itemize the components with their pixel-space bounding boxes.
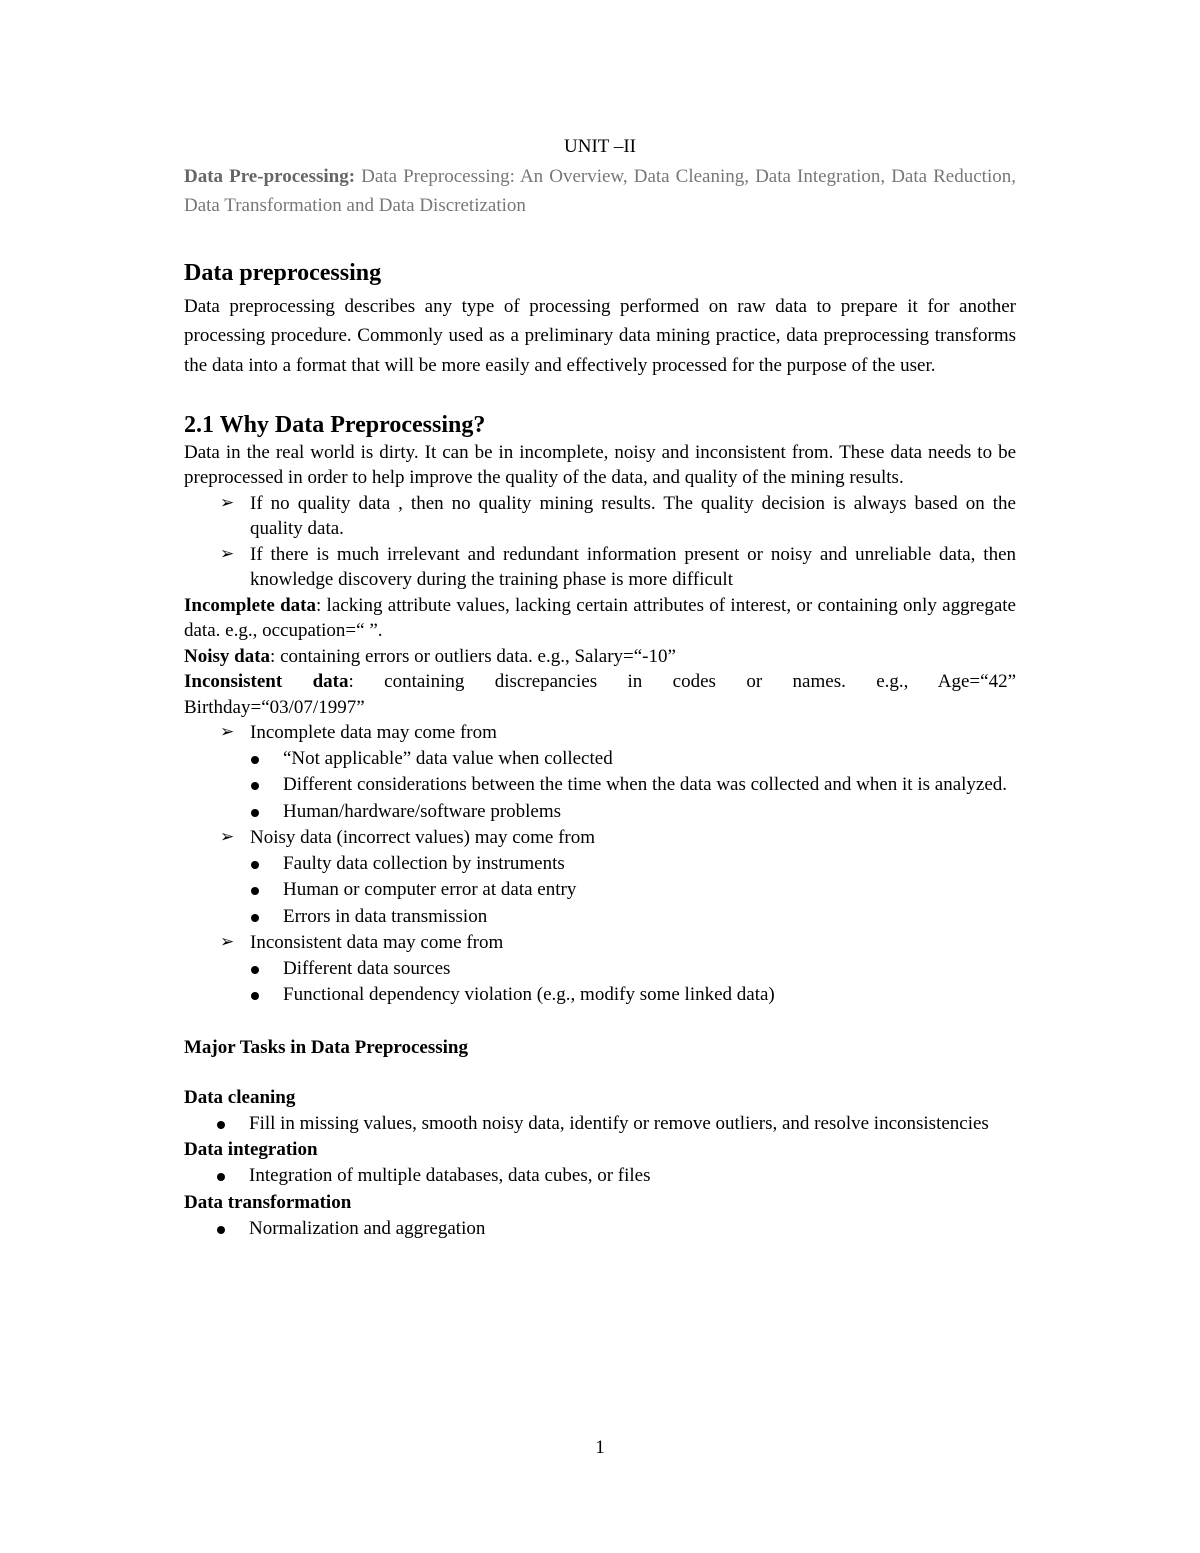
list-item-text: Normalization and aggregation	[249, 1217, 486, 1239]
list-item-text: Inconsistent data may come from	[250, 932, 504, 954]
bullet-dot-icon	[251, 992, 259, 1000]
list-item	[216, 1216, 1016, 1243]
definition-text: : containing discrepancies in codes or names. e.g., Age=“42”	[348, 671, 1016, 693]
list-item-text: “Not applicable” data value when collected	[283, 747, 613, 769]
page-number: 1	[595, 1437, 605, 1458]
definition-incomplete-data	[184, 593, 1016, 644]
list-item	[250, 877, 1016, 904]
list-item	[250, 799, 1016, 826]
definition-inconsistent-data-continued: Birthday=“03/07/1997”	[184, 696, 365, 718]
section-paragraph-data-preprocessing: Data preprocessing describes any type of processing performed on raw data to prepare it for another processing procedure. Commonly used as a preliminary data mining practice, data preprocessing transforms the data into a format that will be more easily and effectively processed for the purpose of the user.	[184, 296, 1016, 376]
unit-title: UNIT –II	[564, 136, 636, 157]
task-list-data-transformation	[184, 1216, 1016, 1243]
list-item	[220, 720, 1016, 746]
section-paragraph-why-preprocessing: Data in the real world is dirty. It can be in incomplete, noisy and inconsistent from. These data needs to be preprocessed in order to help improve the quality of the data, and quality of the mining results.	[184, 441, 1016, 489]
definition-text: : lacking attribute values, lacking certain attributes of interest, or containing only aggregate data. e.g., occupation=“ ”.	[184, 594, 1016, 642]
bullet-dot-icon	[251, 861, 259, 869]
bullet-dot-icon	[217, 1173, 225, 1181]
quality-bullet-list	[184, 491, 1016, 593]
bullet-dot-icon	[217, 1121, 225, 1129]
list-item-text: Noisy data (incorrect values) may come from	[250, 827, 596, 849]
task-list-data-integration	[184, 1163, 1016, 1190]
definition-inconsistent-data	[184, 669, 1016, 695]
bullet-dot-icon	[217, 1226, 225, 1234]
list-item-text: Errors in data transmission	[283, 905, 488, 927]
inconsistent-source-list	[184, 956, 1016, 1009]
task-list-data-cleaning	[184, 1111, 1016, 1138]
arrow-bullet-icon: ➢	[220, 722, 235, 743]
arrow-bullet-icon: ➢	[220, 932, 235, 953]
arrow-bullet-icon: ➢	[220, 827, 235, 848]
list-item-text: Human/hardware/software problems	[283, 800, 562, 822]
definition-noisy-data	[184, 644, 1016, 670]
list-item	[216, 1163, 1016, 1190]
definition-term: Inconsistent data	[184, 671, 349, 693]
section-heading-data-preprocessing: Data preprocessing	[184, 260, 382, 286]
noisy-source-heading	[184, 825, 1016, 851]
definition-term: Noisy data	[184, 645, 271, 667]
list-item-text: Functional dependency violation (e.g., modify some linked data)	[283, 984, 775, 1006]
bullet-dot-icon	[251, 756, 259, 764]
list-item	[220, 491, 1016, 542]
task-heading-data-transformation: Data transformation	[184, 1191, 352, 1213]
list-item	[250, 904, 1016, 931]
bullet-dot-icon	[251, 966, 259, 974]
inconsistent-source-heading	[184, 930, 1016, 956]
list-item	[250, 956, 1016, 983]
section-heading-why-preprocessing: 2.1 Why Data Preprocessing?	[184, 411, 486, 438]
list-item-text: If no quality data , then no quality mining results. The quality decision is always based on the quality data.	[250, 492, 1016, 540]
syllabus-label: Data Pre-processing:	[184, 166, 356, 187]
bullet-dot-icon	[251, 887, 259, 895]
list-item-text: If there is much irrelevant and redundant information present or noisy and unreliable data, then knowledge discovery during the training phase is more difficult	[250, 543, 1016, 591]
list-item	[220, 825, 1016, 851]
noisy-source-list	[184, 851, 1016, 931]
bullet-dot-icon	[251, 809, 259, 817]
arrow-bullet-icon: ➢	[220, 492, 235, 513]
task-heading-data-cleaning: Data cleaning	[184, 1086, 296, 1108]
list-item-text: Human or computer error at data entry	[283, 879, 577, 901]
list-item-text: Incomplete data may come from	[250, 722, 497, 744]
incomplete-source-list	[184, 746, 1016, 826]
list-item	[250, 746, 1016, 773]
page-content	[184, 134, 1016, 1242]
bullet-dot-icon	[251, 782, 259, 790]
bullet-dot-icon	[251, 914, 259, 922]
list-item	[250, 982, 1016, 1009]
definition-term: Incomplete data	[184, 594, 316, 616]
arrow-bullet-icon: ➢	[220, 543, 235, 564]
list-item	[216, 1111, 1016, 1138]
list-item-text: Fill in missing values, smooth noisy data, identify or remove outliers, and resolve inconsistencies	[249, 1112, 989, 1134]
list-item	[220, 542, 1016, 593]
list-item-text: Integration of multiple databases, data cubes, or files	[249, 1165, 651, 1187]
list-item	[220, 930, 1016, 956]
task-heading-data-integration: Data integration	[184, 1139, 318, 1161]
syllabus-line	[184, 162, 1016, 220]
list-item-text: Faulty data collection by instruments	[283, 852, 565, 874]
list-item-text: Different considerations between the time when the data was collected and when it is analyzed.	[283, 774, 1008, 796]
incomplete-source-heading	[184, 720, 1016, 746]
major-tasks-heading: Major Tasks in Data Preprocessing	[184, 1036, 468, 1058]
syllabus-text: Data Preprocessing: An Overview, Data Cleaning, Data Integration, Data Reduction, Data Transformation and Data Discretization	[184, 166, 1016, 216]
definition-text: : containing errors or outliers data. e.g., Salary=“-10”	[270, 645, 676, 667]
list-item	[250, 772, 1016, 799]
list-item-text: Different data sources	[283, 957, 451, 979]
list-item	[250, 851, 1016, 878]
